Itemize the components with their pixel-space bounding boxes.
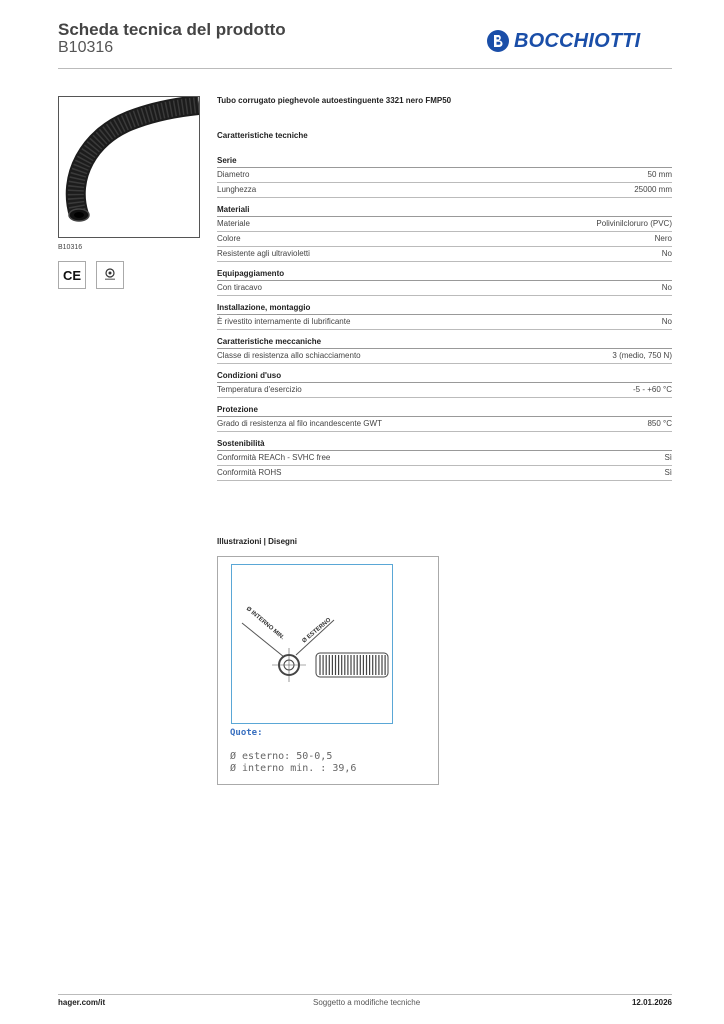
spec-row [217,183,672,198]
product-name: Tubo corrugato pieghevole autoestinguente 3321 nero FMP50 [217,96,452,105]
spec-label: Grado di resistenza al filo incandescente GWT [217,419,382,428]
spec-label: Temperatura d'esercizio [217,385,302,394]
spec-row [217,247,672,262]
technical-drawing [231,564,393,724]
spec-value: Sì [664,468,672,477]
spec-value: Nero [654,234,672,243]
outer-diameter-label: Ø ESTERNO [301,617,333,645]
spec-value: No [661,249,672,258]
spec-label: È rivestito internamente di lubrificante [217,317,351,326]
spec-row [217,232,672,247]
spec-label: Materiale [217,219,250,228]
corrugated-tube-image [59,97,199,237]
spec-value: No [661,317,672,326]
spec-group-title: Installazione, montaggio [217,302,672,315]
spec-label: Classe di resistenza allo schiacciamento [217,351,361,360]
spec-value: Sì [664,453,672,462]
spec-row [217,168,672,183]
spec-group-title: Materiali [217,204,672,217]
spec-label: Resistente agli ultravioletti [217,249,310,258]
spec-row [217,349,672,364]
spec-value: 25000 mm [634,185,672,194]
spec-label: Lunghezza [217,185,257,194]
spec-value: 50 mm [647,170,672,179]
spec-row [217,417,672,432]
spec-group-title: Caratteristiche meccaniche [217,336,672,349]
imq-logo-icon [102,267,118,283]
spec-table [217,155,672,487]
dimension-outer: Ø esterno: 50-0,5 [230,751,333,762]
footer-website: hager.com/it [58,998,106,1007]
spec-row [217,451,672,466]
dimension-inner: Ø interno min. : 39,6 [230,763,357,774]
spec-label: Conformità REACh - SVHC free [217,453,331,462]
ce-mark-icon [58,261,86,289]
footer-divider [58,994,672,995]
header-divider [58,68,672,69]
ce-mark-text: CE [62,267,82,283]
spec-group [217,438,672,481]
spec-value: Polivinilcloruro (PVC) [596,219,672,228]
brand-name: BOCCHIOTTI [514,29,641,52]
spec-group [217,155,672,198]
section-heading: Caratteristiche tecniche [217,131,308,140]
spec-group-title: Condizioni d'uso [217,370,672,383]
spec-row [217,217,672,232]
spec-group [217,268,672,296]
page-title: Scheda tecnica del prodotto [58,20,286,39]
spec-row [217,466,672,481]
product-photo [58,96,200,238]
spec-group [217,404,672,432]
spec-value: No [661,283,672,292]
spec-row [217,383,672,398]
illustrations-heading: Illustrazioni | Disegni [217,537,298,546]
product-code: B10316 [58,39,114,56]
spec-group-title: Sostenibilità [217,438,672,451]
spec-group [217,370,672,398]
dimensions-label: Quote: [230,728,263,738]
spec-group [217,302,672,330]
spec-label: Con tiracavo [217,283,262,292]
spec-row [217,315,672,330]
spec-value: 3 (medio, 750 N) [612,351,672,360]
brand-b-icon [486,29,510,53]
inner-diameter-label: Ø INTERNO MIN. [244,605,286,642]
spec-group [217,204,672,262]
spec-row [217,281,672,296]
spec-label: Conformità ROHS [217,468,282,477]
footer-note: Soggetto a modifiche tecniche [313,998,421,1007]
spec-label: Colore [217,234,241,243]
tube-section-drawing [232,565,392,723]
spec-value: 850 °C [647,419,672,428]
spec-group [217,336,672,364]
imq-mark-icon [96,261,124,289]
spec-group-title: Equipaggiamento [217,268,672,281]
spec-group-title: Serie [217,155,672,168]
spec-value: -5 - +60 °C [633,385,672,394]
spec-label: Diametro [217,170,250,179]
photo-caption: B10316 [58,244,83,251]
spec-group-title: Protezione [217,404,672,417]
drawing-panel [217,556,439,785]
footer-date: 12.01.2026 [631,998,672,1007]
brand-logo [486,29,640,53]
